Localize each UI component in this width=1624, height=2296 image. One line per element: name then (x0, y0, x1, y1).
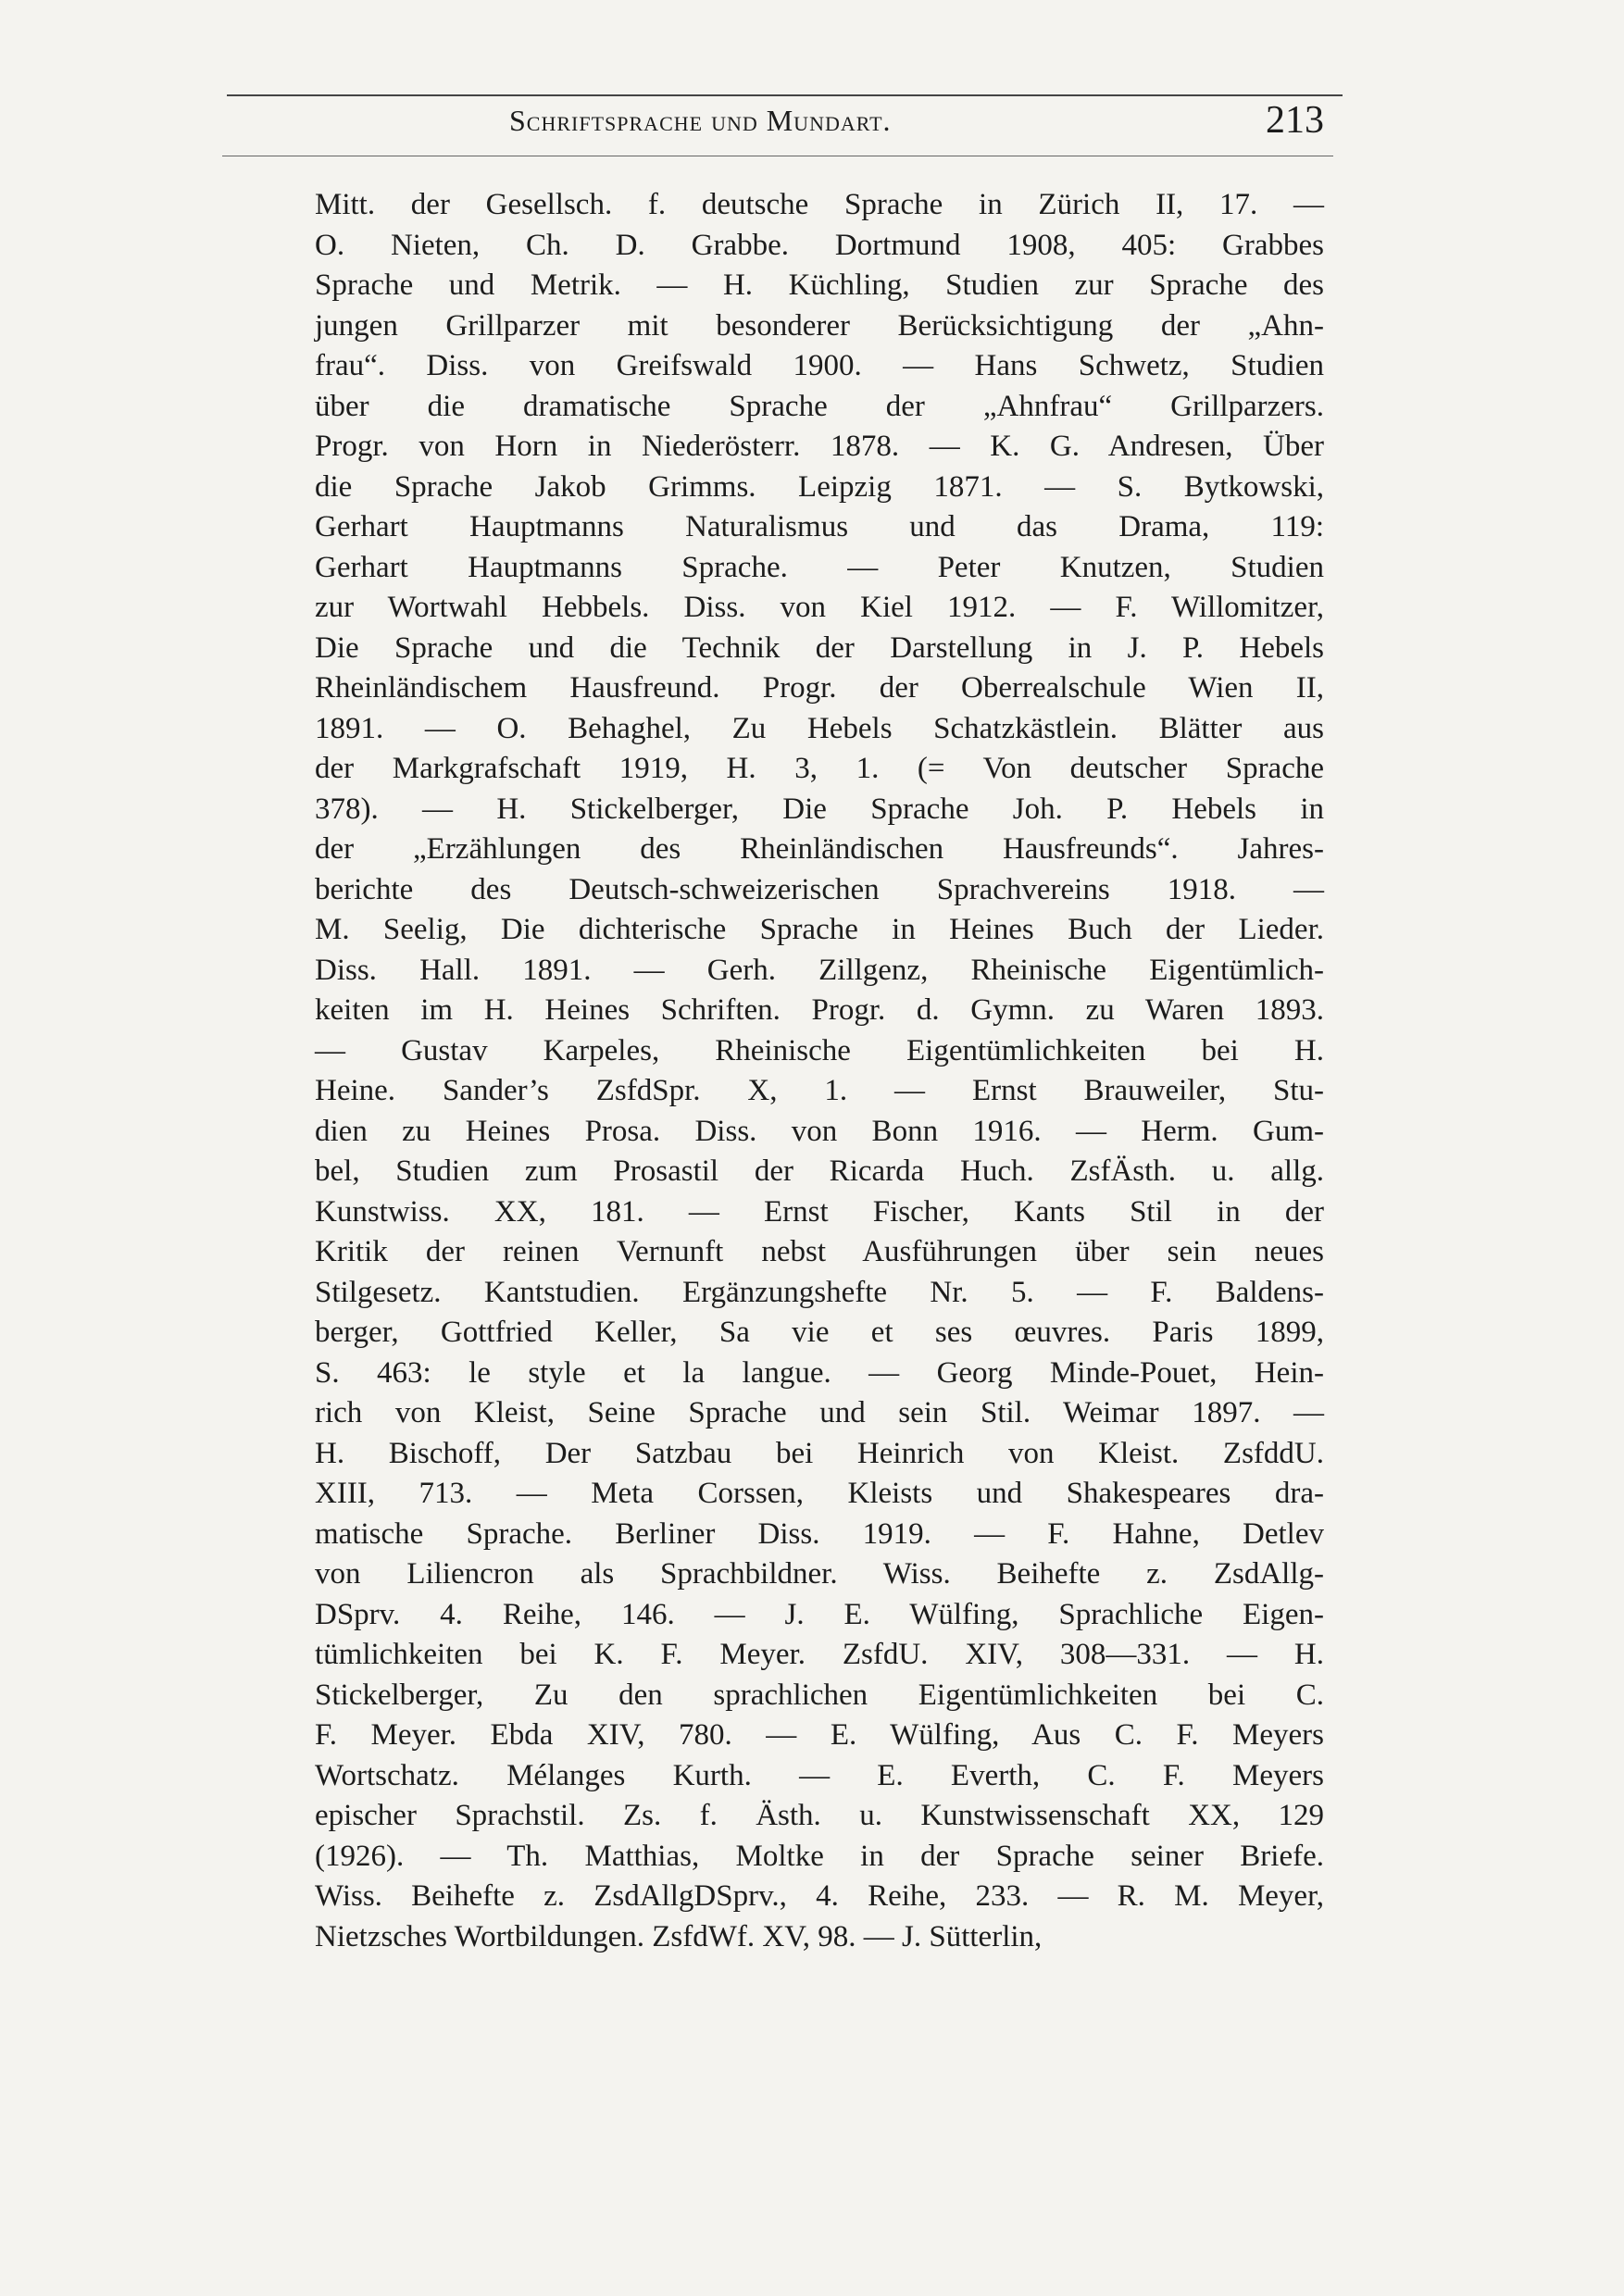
text-line: — Gustav Karpeles, Rheinische Eigentümlichkeiten bei H. (315, 1034, 1324, 1067)
text-line: bel, Studien zum Prosastil der Ricarda Huch. ZsfÄsth. u. allg. (315, 1154, 1324, 1188)
text-line: Mitt. der Gesellsch. f. deutsche Sprache in Zürich II, 17. — (315, 188, 1324, 221)
text-line: Progr. von Horn in Niederösterr. 1878. — K. G. Andresen, Über (315, 430, 1324, 463)
text-line: Stickelberger, Zu den sprachlichen Eigentümlichkeiten bei C. (315, 1678, 1324, 1712)
text-line: 378). — H. Stickelberger, Die Sprache Joh. P. Hebels in (315, 792, 1324, 826)
text-line: Stilgesetz. Kantstudien. Ergänzungshefte Nr. 5. — F. Baldens- (315, 1276, 1324, 1309)
text-line: von Liliencron als Sprachbildner. Wiss. Beihefte z. ZsdAllg- (315, 1557, 1324, 1591)
running-title: Schriftsprache und Mundart. (509, 104, 892, 137)
text-line: der Markgrafschaft 1919, H. 3, 1. (= Von deutscher Sprache (315, 752, 1324, 785)
text-line: rich von Kleist, Seine Sprache und sein Stil. Weimar 1897. — (315, 1396, 1324, 1429)
text-line: der „Erzählungen des Rheinländischen Hausfreunds“. Jahres- (315, 832, 1324, 866)
text-line: epischer Sprachstil. Zs. f. Ästh. u. Kunstwissenschaft XX, 129 (315, 1799, 1324, 1832)
header-rule-top (227, 94, 1343, 96)
text-line: Gerhart Hauptmanns Sprache. — Peter Knutzen, Studien (315, 551, 1324, 584)
text-line: Rheinländischem Hausfreund. Progr. der Oberrealschule Wien II, (315, 671, 1324, 705)
text-line: Kritik der reinen Vernunft nebst Ausführungen über sein neues (315, 1235, 1324, 1268)
text-line: Kunstwiss. XX, 181. — Ernst Fischer, Kants Stil in der (315, 1195, 1324, 1229)
text-line: Wiss. Beihefte z. ZsdAllgDSprv., 4. Reihe, 233. — R. M. Meyer, (315, 1879, 1324, 1913)
text-line: Die Sprache und die Technik der Darstellung in J. P. Hebels (315, 631, 1324, 665)
text-line: Heine. Sander’s ZsfdSpr. X, 1. — Ernst Brauweiler, Stu- (315, 1074, 1324, 1107)
text-line: zur Wortwahl Hebbels. Diss. von Kiel 1912. — F. Willomitzer, (315, 591, 1324, 624)
text-line: O. Nieten, Ch. D. Grabbe. Dortmund 1908, 405: Grabbes (315, 229, 1324, 262)
text-line: berger, Gottfried Keller, Sa vie et ses œuvres. Paris 1899, (315, 1316, 1324, 1349)
text-line: F. Meyer. Ebda XIV, 780. — E. Wülfing, Aus C. F. Meyers (315, 1718, 1324, 1752)
running-header (227, 99, 1343, 150)
text-line: dien zu Heines Prosa. Diss. von Bonn 1916. — Herm. Gum- (315, 1115, 1324, 1148)
text-line: (1926). — Th. Matthias, Moltke in der Sprache seiner Briefe. (315, 1840, 1324, 1873)
text-line: DSprv. 4. Reihe, 146. — J. E. Wülfing, Sprachliche Eigen- (315, 1598, 1324, 1631)
text-line: jungen Grillparzer mit besonderer Berücksichtigung der „Ahn- (315, 309, 1324, 343)
text-line: Wortschatz. Mélanges Kurth. — E. Everth, C. F. Meyers (315, 1759, 1324, 1792)
text-line: Nietzsches Wortbildungen. ZsfdWf. XV, 98. — J. Sütterlin, (315, 1920, 1043, 1953)
text-line: keiten im H. Heines Schriften. Progr. d. Gymn. zu Waren 1893. (315, 993, 1324, 1027)
page-number: 213 (1266, 99, 1324, 142)
text-line: frau“. Diss. von Greifswald 1900. — Hans Schwetz, Studien (315, 349, 1324, 382)
text-line: matische Sprache. Berliner Diss. 1919. — F. Hahne, Detlev (315, 1517, 1324, 1551)
text-line: die Sprache Jakob Grimms. Leipzig 1871. — S. Bytkowski, (315, 470, 1324, 504)
text-line: XIII, 713. — Meta Corssen, Kleists und Shakespeares dra- (315, 1477, 1324, 1510)
text-line: 1891. — O. Behaghel, Zu Hebels Schatzkästlein. Blätter aus (315, 712, 1324, 745)
text-line: S. 463: le style et la langue. — Georg Minde-Pouet, Hein- (315, 1356, 1324, 1390)
text-line: tümlichkeiten bei K. F. Meyer. ZsfdU. XIV, 308—331. — H. (315, 1638, 1324, 1671)
text-line: Gerhart Hauptmanns Naturalismus und das Drama, 119: (315, 510, 1324, 543)
text-line: Sprache und Metrik. — H. Küchling, Studien zur Sprache des (315, 268, 1324, 302)
text-line: über die dramatische Sprache der „Ahnfrau“ Grillparzers. (315, 390, 1324, 423)
text-line: Diss. Hall. 1891. — Gerh. Zillgenz, Rheinische Eigentümlich- (315, 954, 1324, 987)
text-line: H. Bischoff, Der Satzbau bei Heinrich von Kleist. ZsfddU. (315, 1437, 1324, 1470)
text-line: berichte des Deutsch-schweizerischen Sprachvereins 1918. — (315, 873, 1324, 906)
text-line: M. Seelig, Die dichterische Sprache in Heines Buch der Lieder. (315, 913, 1324, 946)
